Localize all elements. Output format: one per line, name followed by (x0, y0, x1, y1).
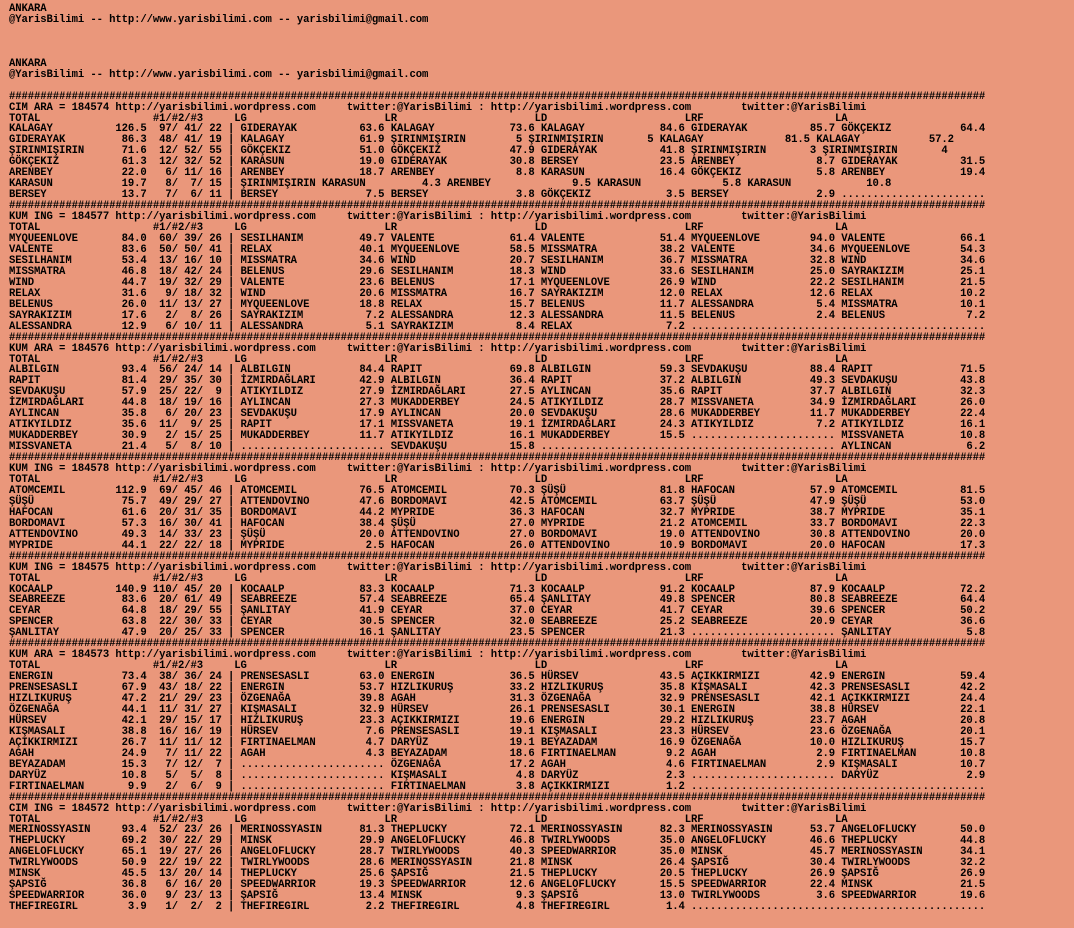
race-header: CIM ARA = 184574 http://yarisbilimi.wordpress.com twitter:@YarisBilimi : http://yarisbilimi.wordpress.com twitter:@YarisBilimi (9, 101, 867, 114)
horse-row: MINSK 45.5 13/ 20/ 14 | THEPLUCKY 25.6 ŞAPSIĞ 21.5 THEPLUCKY 20.5 THEPLUCKY 26.9 ŞAPSIĞ 26.9 (9, 868, 986, 881)
contact-line: @YarisBilimi -- http://www.yarisbilimi.com -- yarisbilimi@gmail.com (9, 68, 429, 81)
separator-line: ############################################################################################################################################################ (9, 331, 986, 344)
horse-row: SEVDAKUŞU 57.9 25/ 22/ 9 | ATIKYILDIZ 27.9 İZMIRDAĞLARI 27.5 AYLINCAN 35.6 RAPIT 37.7 ALBILGIN 32.3 (9, 386, 986, 399)
horse-row: CEYAR 64.8 18/ 29/ 55 | ŞANLITAY 41.9 CEYAR 37.0 CEYAR 41.7 CEYAR 39.6 SPENCER 50.2 (9, 605, 986, 618)
horse-row: PRENSESASLI 67.9 43/ 18/ 22 | ENERGIN 53.7 HIZLIKURUŞ 33.2 HIZLIKURUŞ 35.8 KIŞMASALI 42.3 PRENSESASLI 42.2 (9, 682, 986, 695)
horse-row: ATOMCEMIL 112.9 69/ 45/ 46 | ATOMCEMIL 76.5 ATOMCEMIL 70.3 ŞÜŞÜ 81.8 HAFOCAN 57.9 ATOMCEMIL 81.5 (9, 484, 986, 497)
horse-row: ÖZGENAĞA 44.1 11/ 31/ 27 | KIŞMASALI 32.9 HÜRSEV 26.1 PRENSESASLI 30.1 ENERGIN 38.8 HÜRSEV 22.1 (9, 704, 986, 716)
race-header: KUM ARA = 184573 http://yarisbilimi.wordpress.com twitter:@YarisBilimi : http://yarisbilimi.wordpress.com twitter:@YarisBilimi (9, 649, 867, 662)
horse-row: MYPRIDE 44.1 22/ 22/ 18 | MYPRIDE 2.5 HAFOCAN 26.0 ATTENDOVINO 10.9 BORDOMAVI 20.0 HAFOCAN 17.3 (9, 539, 986, 552)
separator-line: ############################################################################################################################################################ (9, 200, 986, 213)
horse-row: ŞAPSIĞ 36.8 6/ 16/ 20 | SPEEDWARRIOR 19.3 SPEEDWARRIOR 12.6 ANGELOFLUCKY 15.5 SPEEDWARRIOR 22.4 MINSK 21.5 (9, 879, 986, 892)
horse-row: MISSVANETA 21.4 5/ 8/ 10 | ....................... SEVDAKUŞU 15.8 ............................................... AYLINCAN 6.2 (9, 441, 986, 454)
horse-row: AYLINCAN 35.8 6/ 20/ 23 | SEVDAKUŞU 17.9 AYLINCAN 20.0 SEVDAKUŞU 28.6 MUKADDERBEY 11.7 MUKADDERBEY 22.4 (9, 408, 986, 421)
horse-row: HAFOCAN 61.6 20/ 31/ 35 | BORDOMAVI 44.2 MYPRIDE 36.3 HAFOCAN 32.7 MYPRIDE 38.7 MYPRIDE 35.1 (9, 506, 986, 519)
horse-row: BELENUS 26.0 11/ 13/ 27 | MYQUEENLOVE 18.8 RELAX 15.7 BELENUS 11.7 ALESSANDRA 5.4 MISSMATRA 10.1 (9, 298, 986, 311)
horse-row: MERINOSSYASIN 93.4 52/ 23/ 26 | MERINOSSYASIN 81.3 THEPLUCKY 72.1 MERINOSSYASIN 82.3 MERINOSSYASIN 53.7 ANGELOFLUCKY 50.0 (9, 824, 986, 837)
horse-row: ŞIRINMIŞIRIN 71.6 12/ 52/ 55 | GÖKÇEKIZ 51.0 GÖKÇEKIZ 47.9 GIDERAYAK 41.8 ŞIRINMIŞIRIN 3 ŞIRINMIŞIRIN 4 (9, 145, 948, 158)
horse-row: İZMIRDAĞLARI 44.8 18/ 19/ 16 | AYLINCAN 27.3 MUKADDERBEY 24.5 ATIKYILDIZ 28.7 MISSVANETA 34.9 İZMIRDAĞLARI 26.0 (9, 397, 986, 410)
horse-row: HÜRSEV 42.1 29/ 15/ 17 | HIZLIKURUŞ 23.3 AÇIKKIRMIZI 19.6 ENERGIN 29.2 HIZLIKURUŞ 23.7 AGAH 20.8 (9, 714, 986, 727)
horse-row: AÇIKKIRMIZI 26.7 11/ 11/ 12 | FIRTINAELMAN 4.7 DARYÜZ 19.1 BEYAZADAM 16.9 ÖZGENAĞA 10.0 HIZLIKURUŞ 15.7 (9, 736, 986, 749)
horse-row: BORDOMAVI 57.3 16/ 30/ 41 | HAFOCAN 38.4 ŞÜŞÜ 27.0 MYPRIDE 21.2 ATOMCEMIL 33.7 BORDOMAVI 22.3 (9, 517, 986, 530)
column-header: TOTAL #1/#2/#3 LG LR LD LRF LA (9, 112, 848, 125)
horse-row: ALESSANDRA 12.9 6/ 10/ 11 | ALESSANDRA 5.1 SAYRAKIZIM 8.4 RELAX 7.2 ............................................... (9, 320, 986, 333)
horse-row: MISSMATRA 46.8 18/ 42/ 24 | BELENUS 29.6 SESILHANIM 18.3 WIND 33.6 SESILHANIM 25.0 SAYRAKIZIM 25.1 (9, 265, 986, 278)
column-header: TOTAL #1/#2/#3 LG LR LD LRF LA (9, 353, 848, 366)
separator-line: ############################################################################################################################################################ (9, 638, 986, 651)
horse-row: KARASUN 19.7 8/ 7/ 15 | ŞIRINMIŞIRIN KARASUN 4.3 ARENBEY 9.5 KARASUN 5.8 KARASUN 10.8 (9, 178, 892, 191)
horse-row: ARENBEY 22.0 6/ 11/ 16 | ARENBEY 18.7 ARENBEY 8.8 KARASUN 16.4 GÖKÇEKIZ 5.8 ARENBEY 19.4 (9, 167, 986, 180)
horse-row: RAPIT 81.4 29/ 35/ 30 | İZMIRDAĞLARI 42.9 ALBILGIN 36.4 RAPIT 37.2 ALBILGIN 49.3 SEVDAKUŞU 43.8 (9, 375, 986, 388)
horse-row: WIND 44.7 19/ 32/ 29 | VALENTE 23.6 BELENUS 17.1 MYQUEENLOVE 26.9 WIND 22.2 SESILHANIM 21.5 (9, 276, 986, 289)
horse-row: GIDERAYAK 86.3 48/ 41/ 19 | KALAGAY 61.9 ŞIRINMIŞIRIN 5 ŞIRINMIŞIRIN 5 KALAGAY 81.5 KALAGAY 57.2 (9, 134, 954, 147)
column-header: TOTAL #1/#2/#3 LG LR LD LRF LA (9, 473, 848, 486)
horse-row: ŞANLITAY 47.9 20/ 25/ 33 | SPENCER 16.1 ŞANLITAY 23.5 SPENCER 21.3 ....................... ŞANLITAY 5.8 (9, 627, 986, 640)
horse-row: SESILHANIM 53.4 13/ 16/ 10 | MISSMATRA 34.6 WIND 20.7 SESILHANIM 36.7 MISSMATRA 32.8 WIND 34.6 (9, 254, 986, 267)
column-header: TOTAL #1/#2/#3 LG LR LD LRF LA (9, 660, 848, 673)
horse-row: GÖKÇEKIZ 61.3 12/ 32/ 52 | KARASUN 19.0 GIDERAYAK 30.8 BERSEY 23.5 ARENBEY 8.7 GIDERAYAK 31.5 (9, 156, 986, 169)
horse-row: MUKADDERBEY 30.9 2/ 15/ 25 | MUKADDERBEY 11.7 ATIKYILDIZ 16.1 MUKADDERBEY 15.5 ....................... MISSVANETA 10.8 (9, 430, 986, 443)
horse-row: SPENCER 63.8 22/ 30/ 33 | CEYAR 30.5 SPENCER 32.0 SEABREEZE 25.2 SEABREEZE 20.9 CEYAR 36.6 (9, 616, 986, 629)
race-header: KUM ING = 184578 http://yarisbilimi.wordpress.com twitter:@YarisBilimi : http://yarisbilimi.wordpress.com twitter:@YarisBilimi (9, 463, 867, 476)
horse-row: AGAH 24.9 7/ 11/ 22 | AGAH 4.3 BEYAZADAM 18.6 FIRTINAELMAN 9.2 AGAH 2.9 FIRTINAELMAN 10.8 (9, 747, 986, 760)
horse-row: MYQUEENLOVE 84.0 60/ 39/ 26 | SESILHANIM 49.7 VALENTE 61.4 VALENTE 51.4 MYQUEENLOVE 94.0 VALENTE 66.1 (9, 233, 986, 246)
horse-row: SPEEDWARRIOR 36.0 9/ 23/ 13 | ŞAPSIĞ 13.4 MINSK 9.3 ŞAPSIĞ 13.0 TWIRLYWOODS 3.6 SPEEDWARRIOR 19.6 (9, 890, 986, 903)
column-header: TOTAL #1/#2/#3 LG LR LD LRF LA (9, 222, 848, 235)
horse-row: TWIRLYWOODS 50.9 22/ 19/ 22 | TWIRLYWOODS 28.6 MERINOSSYASIN 21.8 MINSK 26.4 ŞAPSIĞ 30.4 TWIRLYWOODS 32.2 (9, 857, 986, 870)
separator-line: ############################################################################################################################################################ (9, 550, 986, 563)
horse-row: HIZLIKURUŞ 47.2 21/ 29/ 23 | ÖZGENAĞA 39.8 AGAH 31.3 ÖZGENAĞA 32.9 PRENSESASLI 42.1 AÇIKKIRMIZI 24.4 (9, 693, 986, 706)
race-header: CIM ING = 184572 http://yarisbilimi.wordpress.com twitter:@YarisBilimi : http://yarisbilimi.wordpress.com twitter:@YarisBilimi (9, 802, 867, 815)
race-header: KUM ARA = 184576 http://yarisbilimi.wordpress.com twitter:@YarisBilimi : http://yarisbilimi.wordpress.com twitter:@YarisBilimi (9, 342, 867, 355)
horse-row: ANGELOFLUCKY 65.1 19/ 27/ 26 | ANGELOFLUCKY 28.7 TWIRLYWOODS 40.3 SPEEDWARRIOR 35.0 MINSK 45.7 MERINOSSYASIN 34.1 (9, 846, 986, 859)
horse-row: KOCAALP 140.9 110/ 45/ 20 | KOCAALP 83.3 KOCAALP 71.3 KOCAALP 91.2 KOCAALP 87.9 KOCAALP 72.2 (9, 583, 986, 596)
horse-row: BERSEY 13.7 7/ 6/ 11 | BERSEY 7.5 BERSEY 3.8 GÖKÇEKIZ 3.5 BERSEY 2.9 ....................... (9, 189, 986, 202)
contact-line: @YarisBilimi -- http://www.yarisbilimi.com -- yarisbilimi@gmail.com (9, 13, 429, 26)
city-title: ANKARA (9, 3, 47, 15)
separator-line: ############################################################################################################################################################ (9, 90, 986, 103)
horse-row: VALENTE 83.6 50/ 50/ 41 | RELAX 40.1 MYQUEENLOVE 58.5 MISSMATRA 38.2 VALENTE 34.6 MYQUEENLOVE 54.3 (9, 243, 986, 256)
city-title: ANKARA (9, 57, 47, 70)
horse-row: ATIKYILDIZ 35.6 11/ 9/ 25 | RAPIT 17.1 MISSVANETA 19.1 İZMIRDAĞLARI 24.3 ATIKYILDIZ 7.2 ATIKYILDIZ 16.1 (9, 419, 986, 432)
horse-row: RELAX 31.6 9/ 18/ 32 | WIND 20.6 MISSMATRA 16.7 SAYRAKIZIM 12.0 RELAX 12.6 RELAX 10.2 (9, 287, 986, 300)
separator-line: ############################################################################################################################################################ (9, 791, 986, 804)
separator-line: ############################################################################################################################################################ (9, 452, 986, 465)
race-header: KUM ING = 184575 http://yarisbilimi.wordpress.com twitter:@YarisBilimi : http://yarisbilimi.wordpress.com twitter:@YarisBilimi (9, 561, 867, 574)
horse-row: SAYRAKIZIM 17.6 2/ 8/ 26 | SAYRAKIZIM 7.2 ALESSANDRA 12.3 ALESSANDRA 11.5 BELENUS 2.4 BELENUS 7.2 (9, 309, 986, 322)
horse-row: ENERGIN 73.4 38/ 36/ 24 | PRENSESASLI 63.0 ENERGIN 36.5 HÜRSEV 43.5 AÇIKKIRMIZI 42.9 ENERGIN 59.4 (9, 671, 986, 684)
column-header: TOTAL #1/#2/#3 LG LR LD LRF LA (9, 813, 848, 826)
horse-row: KIŞMASALI 38.8 16/ 16/ 19 | HÜRSEV 7.6 PRENSESASLI 19.1 KIŞMASALI 23.3 HÜRSEV 23.6 ÖZGENAĞA 20.1 (9, 725, 986, 738)
horse-row: THEFIREGIRL 3.9 1/ 2/ 2 | THEFIREGIRL 2.2 THEFIREGIRL 4.8 THEFIREGIRL 1.4 ............................................... (9, 901, 986, 914)
horse-row: DARYÜZ 10.8 5/ 5/ 8 | ....................... KIŞMASALI 4.8 DARYÜZ 2.3 ....................... DARYÜZ 2.9 (9, 769, 986, 782)
horse-row: BEYAZADAM 15.3 7/ 12/ 7 | ....................... ÖZGENAĞA 17.2 AGAH 4.6 FIRTINAELMAN 2.9 KIŞMASALI 10.7 (9, 758, 986, 771)
horse-row: ŞÜŞÜ 75.7 49/ 29/ 27 | ATTENDOVINO 47.6 BORDOMAVI 42.5 ATOMCEMIL 63.7 ŞÜŞÜ 47.9 ŞÜŞÜ 53.0 (9, 495, 986, 508)
race-header: KUM ING = 184577 http://yarisbilimi.wordpress.com twitter:@YarisBilimi : http://yarisbilimi.wordpress.com twitter:@YarisBilimi (9, 211, 867, 224)
horse-row: THEPLUCKY 69.2 30/ 22/ 29 | MINSK 29.9 ANGELOFLUCKY 46.8 TWIRLYWOODS 35.0 ANGELOFLUCKY 46.6 THEPLUCKY 44.8 (9, 835, 986, 848)
column-header: TOTAL #1/#2/#3 LG LR LD LRF LA (9, 572, 848, 585)
horse-row: ALBILGIN 93.4 56/ 24/ 14 | ALBILGIN 84.4 RAPIT 69.8 ALBILGIN 59.3 SEVDAKUŞU 88.4 RAPIT 71.5 (9, 364, 986, 377)
horse-row: KALAGAY 126.5 97/ 41/ 22 | GIDERAYAK 63.6 KALAGAY 73.6 KALAGAY 84.6 GIDERAYAK 85.7 GÖKÇEKIZ 64.4 (9, 123, 986, 136)
horse-row: ATTENDOVINO 49.3 14/ 33/ 23 | ŞÜŞÜ 20.0 ATTENDOVINO 27.0 BORDOMAVI 19.0 ATTENDOVINO 30.8 ATTENDOVINO 20.0 (9, 528, 986, 541)
horse-row: FIRTINAELMAN 9.9 2/ 6/ 9 | ....................... FIRTINAELMAN 3.8 AÇIKKIRMIZI 1.2 ............................................... (9, 780, 986, 793)
horse-row: SEABREEZE 83.6 20/ 61/ 49 | SEABREEZE 57.4 SEABREEZE 65.4 ŞANLITAY 49.8 SPENCER 80.8 SEABREEZE 64.4 (9, 594, 986, 607)
